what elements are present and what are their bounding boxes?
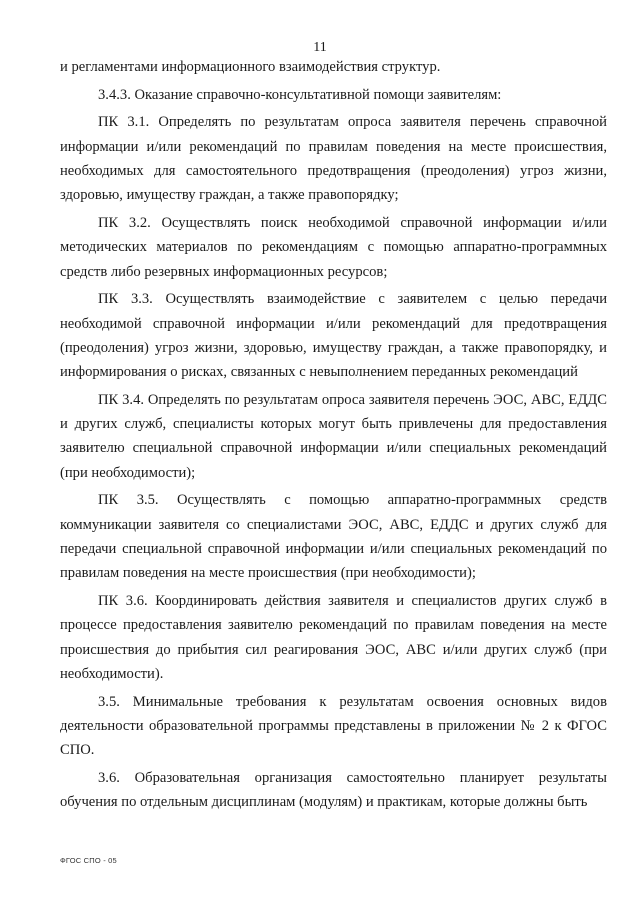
page-number: 11: [313, 40, 327, 55]
document-body: [60, 55, 607, 818]
paragraph-section-3-4-3: 3.4.3. Оказание справочно-консультативной помощи заявителям:: [98, 86, 502, 103]
paragraph-section-3-6: 3.6. Образовательная организация самостоятельно планирует результаты обучения по отдельным дисциплинам (модулям) и практикам, которые должны быть: [60, 769, 607, 811]
paragraph-section-3-5: 3.5. Минимальные требования к результатам освоения основных видов деятельности образовательной программы представлены в приложении № 2 к ФГОС СПО.: [60, 693, 607, 759]
paragraph-pk-3-6: ПК 3.6. Координировать действия заявителя и специалистов других служб в процессе предоставления заявителю рекомендаций по правилам поведения на месте происшествия до прибытия сил реагирования ЭОС, АВС и/или других служб (при необходимости).: [60, 592, 607, 682]
paragraph-pk-3-1: ПК 3.1. Определять по результатам опроса заявителя перечень справочной информации и/или рекомендаций по правилам поведения на месте происшествия, необходимых для самостоятельного предотвращения (преодоления) угроз жизни, здоровью, имуществу граждан, а также правопорядку;: [60, 114, 607, 204]
paragraph-pk-3-5: ПК 3.5. Осуществлять с помощью аппаратно-программных средств коммуникации заявителя со специалистами ЭОС, АВС, ЕДДС и других служб для передачи специальной справочной информации и/или специальных рекомендаций по правилам поведения на месте происшествия (при необходимости);: [60, 492, 607, 582]
footer-document-code: ФГОС СПО - 05: [60, 856, 117, 865]
paragraph-pk-3-3: ПК 3.3. Осуществлять взаимодействие с заявителем с целью передачи необходимой справочной информации и/или рекомендаций для предотвращения (преодоления) угроз жизни, здоровью, имуществу граждан, а также правопорядку, и информирования о рисках, связанных с невыполнением переданных рекомендаций: [60, 291, 607, 381]
paragraph-pk-3-2: ПК 3.2. Осуществлять поиск необходимой справочной информации и/или методических материалов по рекомендациям с помощью аппаратно-программных средств либо резервных информационных ресурсов;: [60, 214, 607, 280]
paragraph-pk-3-4: ПК 3.4. Определять по результатам опроса заявителя перечень ЭОС, АВС, ЕДДС и других служб, специалисты которых могут быть привлечены для предоставления заявителю специальной справочной информации и/или специальных рекомендаций (при необходимости);: [60, 391, 607, 481]
paragraph-continuation: и регламентами информационного взаимодействия структур.: [60, 59, 441, 75]
